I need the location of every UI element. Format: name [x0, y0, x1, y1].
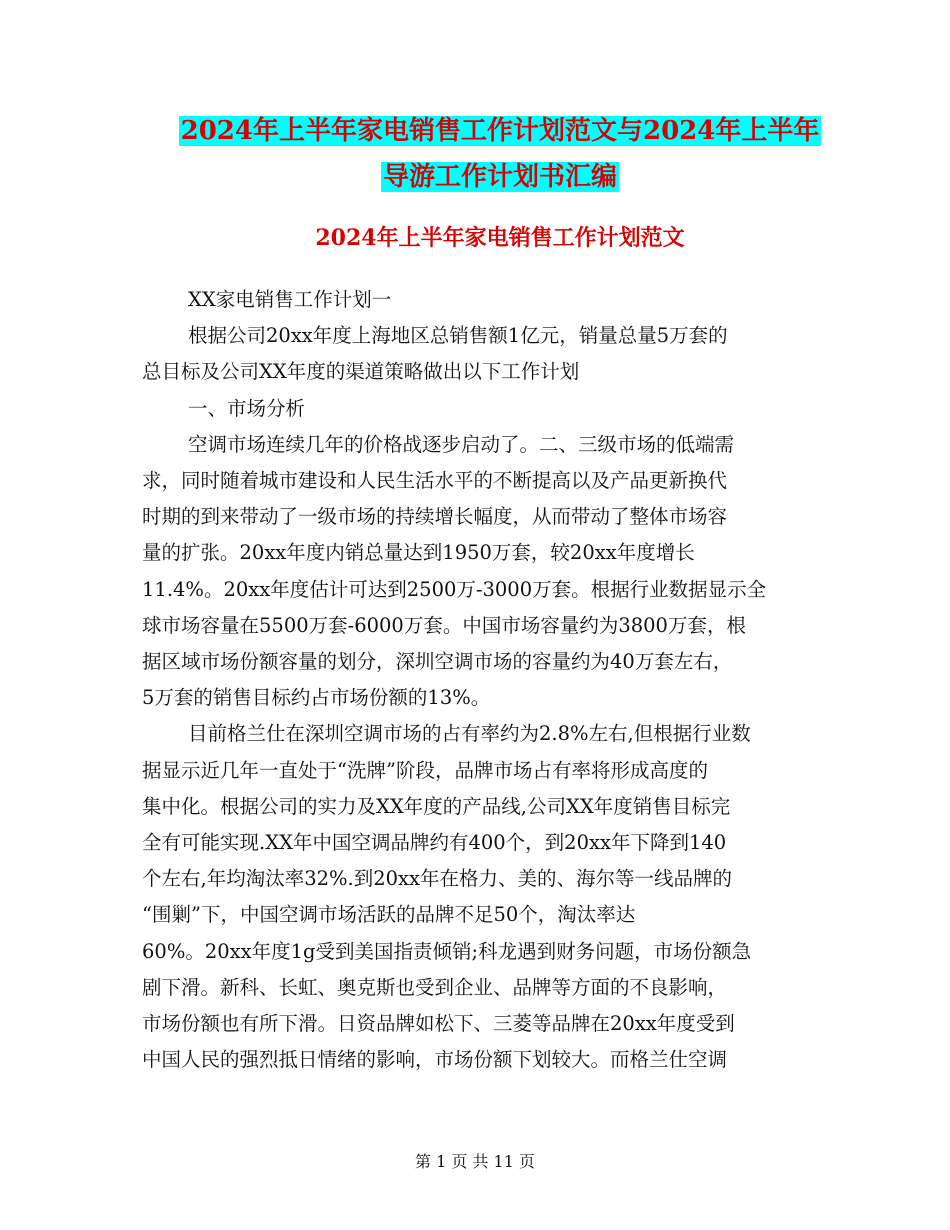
section-title: 2024年上半年家电销售工作计划范文 — [315, 225, 685, 251]
document-title-line-2: 导游工作计划书汇编 — [382, 162, 617, 192]
body-line: 5万套的销售目标约占市场份额的13%。 — [142, 686, 491, 710]
body-line: 60%。20xx年度1g受到美国指责倾销;科龙遇到财务问题，市场份额急 — [142, 939, 752, 963]
body-line: 剧下滑。新科、长虹、奥克斯也受到企业、品牌等方面的不良影响， — [142, 975, 728, 999]
body-line: 一、市场分析 — [188, 396, 306, 420]
body-line: 据区域市场份额容量的划分，深圳空调市场的容量约为40万套左右， — [142, 650, 733, 674]
body-line: 总目标及公司XX年度的渠道策略做出以下工作计划 — [142, 360, 580, 384]
body-line: 根据公司20xx年度上海地区总销售额1亿元，销量总量5万套的 — [188, 324, 728, 348]
body-line: 量的扩张。20xx年度内销总量达到1950万套，较20xx年度增长 — [142, 541, 695, 565]
body-line: 球市场容量在5500万套-6000万套。中国市场容量约为3800万套，根 — [142, 613, 746, 637]
document-title — [140, 108, 860, 200]
body-line: 11.4%。20xx年度估计可达到2500万-3000万套。根据行业数据显示全 — [142, 577, 767, 601]
body-line: 集中化。根据公司的实力及XX年度的产品线,公司XX年度销售目标完 — [142, 794, 731, 818]
body-line: 市场份额也有所下滑。日资品牌如松下、三菱等品牌在20xx年度受到 — [142, 1012, 735, 1036]
body-line: “围剿”下，中国空调市场活跃的品牌不足50个，淘汰率达 — [142, 903, 636, 927]
body-line: XX家电销售工作计划一 — [188, 288, 392, 311]
body-line: 目前格兰仕在深圳空调市场的占有率约为2.8%左右,但根据行业数 — [188, 722, 751, 746]
document-title-line-1: 2024年上半年家电销售工作计划范文与2024年上半年 — [180, 116, 820, 146]
page-footer: 第 1 页 共 11 页 — [415, 1152, 535, 1171]
document-body — [142, 282, 810, 1078]
body-line: 中国人民的强烈抵日情绪的影响，市场份额下划较大。而格兰仕空调 — [142, 1048, 728, 1072]
body-line: 个左右,年均淘汰率32%.到20xx年在格力、美的、海尔等一线品牌的 — [142, 867, 733, 891]
body-line: 求，同时随着城市建设和人民生活水平的不断提高以及产品更新换代 — [142, 469, 728, 493]
body-line: 时期的到来带动了一级市场的持续增长幅度，从而带动了整体市场容 — [142, 505, 728, 529]
body-line: 空调市场连续几年的价格战逐步启动了。二、三级市场的低端需 — [188, 432, 735, 456]
body-line: 全有可能实现.XX年中国空调品牌约有400个，到20xx年下降到140 — [142, 831, 727, 855]
body-line: 据显示近几年一直处于“洗牌”阶段，品牌市场占有率将形成高度的 — [142, 758, 708, 782]
